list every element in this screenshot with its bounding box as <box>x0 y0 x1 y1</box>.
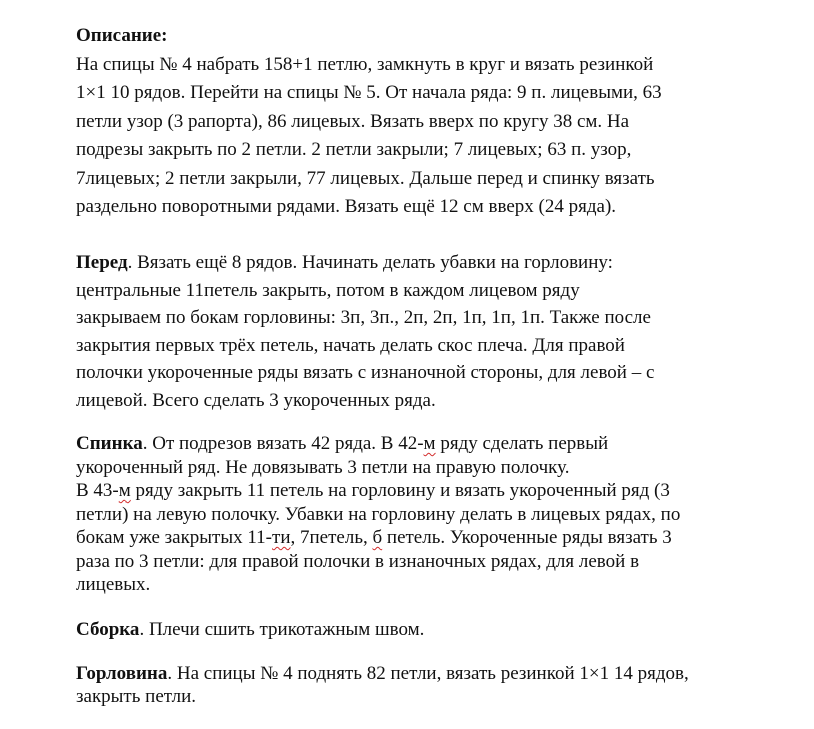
back-line-text: В 43- <box>76 480 119 501</box>
description-line: На спицы № 4 набрать 158+1 петлю, замкнуть в круг и вязать резинкой <box>76 53 654 75</box>
back-line-text: ряду сделать первый <box>435 433 609 454</box>
front-first-line <box>76 249 654 277</box>
front-line: закрываем по бокам горловины: 3п, 3п., 2п, 2п, 1п, 1п, 1п. Также после <box>76 307 651 328</box>
front-line: центральные 11петель закрыть, потом в каждом лицевом ряду <box>76 279 580 301</box>
description-line: раздельно поворотными рядами. Вязать ещё 12 см вверх (24 ряда). <box>76 196 617 217</box>
back-line-text: , 7петель, <box>290 527 373 548</box>
front-first-line-text: . Вязать ещё 8 рядов. Начинать делать убавки на горловину: <box>127 252 613 273</box>
description-line: 1×1 10 рядов. Перейти на спицы № 5. От начала ряда: 9 п. лицевыми, 63 <box>76 82 662 103</box>
spellcheck-mark: б <box>372 527 383 548</box>
assembly-heading: Сборка <box>76 619 140 640</box>
section-back <box>76 432 680 597</box>
section-assembly <box>76 618 424 641</box>
assembly-text: . Плечи сшить трикотажным швом. <box>139 619 425 640</box>
spellcheck-mark: м <box>423 433 436 454</box>
back-line: раза по 3 петли: для правой полочки в изнаночных рядах, для левой в <box>76 550 640 572</box>
back-line-text: ряду закрыть 11 петель на горловину и вязать укороченный ряд (3 <box>130 480 670 501</box>
section-neckline <box>76 662 689 708</box>
back-heading: Спинка <box>76 433 143 454</box>
description-line: подрезы закрыть по 2 петли. 2 петли закрыли; 7 лицевых; 63 п. узор, <box>76 139 632 160</box>
front-line: лицевой. Всего сделать 3 укороченных ряда. <box>76 389 436 411</box>
neckline-first-line <box>76 662 689 685</box>
description-line: 7лицевых; 2 петли закрыли, 77 лицевых. Дальше перед и спинку вязать <box>76 167 655 189</box>
back-first-line <box>76 432 680 456</box>
back-line-text: бокам уже закрытых 11- <box>76 527 273 548</box>
assembly-line <box>76 618 424 641</box>
neckline-line: закрыть петли. <box>76 686 196 707</box>
description-line: петли узор (3 рапорта), 86 лицевых. Вязать вверх по кругу 38 см. На <box>76 110 630 132</box>
back-line-text: . От подрезов вязать 42 ряда. В 42- <box>142 433 424 454</box>
section-description <box>76 22 662 222</box>
front-heading: Перед <box>76 252 128 273</box>
back-line <box>76 479 680 503</box>
spellcheck-mark: ти <box>272 527 291 548</box>
front-line: полочки укороченные ряды вязать с изнаночной стороны, для левой – с <box>76 362 655 383</box>
spellcheck-mark: м <box>118 480 131 501</box>
section-front <box>76 249 654 414</box>
neckline-text: . На спицы № 4 поднять 82 петли, вязать резинкой 1×1 14 рядов, <box>167 663 689 684</box>
back-line: петли) на левую полочку. Убавки на горловину делать в лицевых рядах, по <box>76 503 681 525</box>
front-line: закрытия первых трёх петель, начать делать скос плеча. Для правой <box>76 334 625 356</box>
description-heading: Описание: <box>76 25 168 46</box>
neckline-heading: Горловина <box>76 663 168 684</box>
back-line <box>76 526 680 550</box>
back-line-text: петель. Укороченные ряды вязать 3 <box>382 527 672 548</box>
back-line: укороченный ряд. Не довязывать 3 петли на правую полочку. <box>76 456 570 478</box>
back-line: лицевых. <box>76 574 151 595</box>
